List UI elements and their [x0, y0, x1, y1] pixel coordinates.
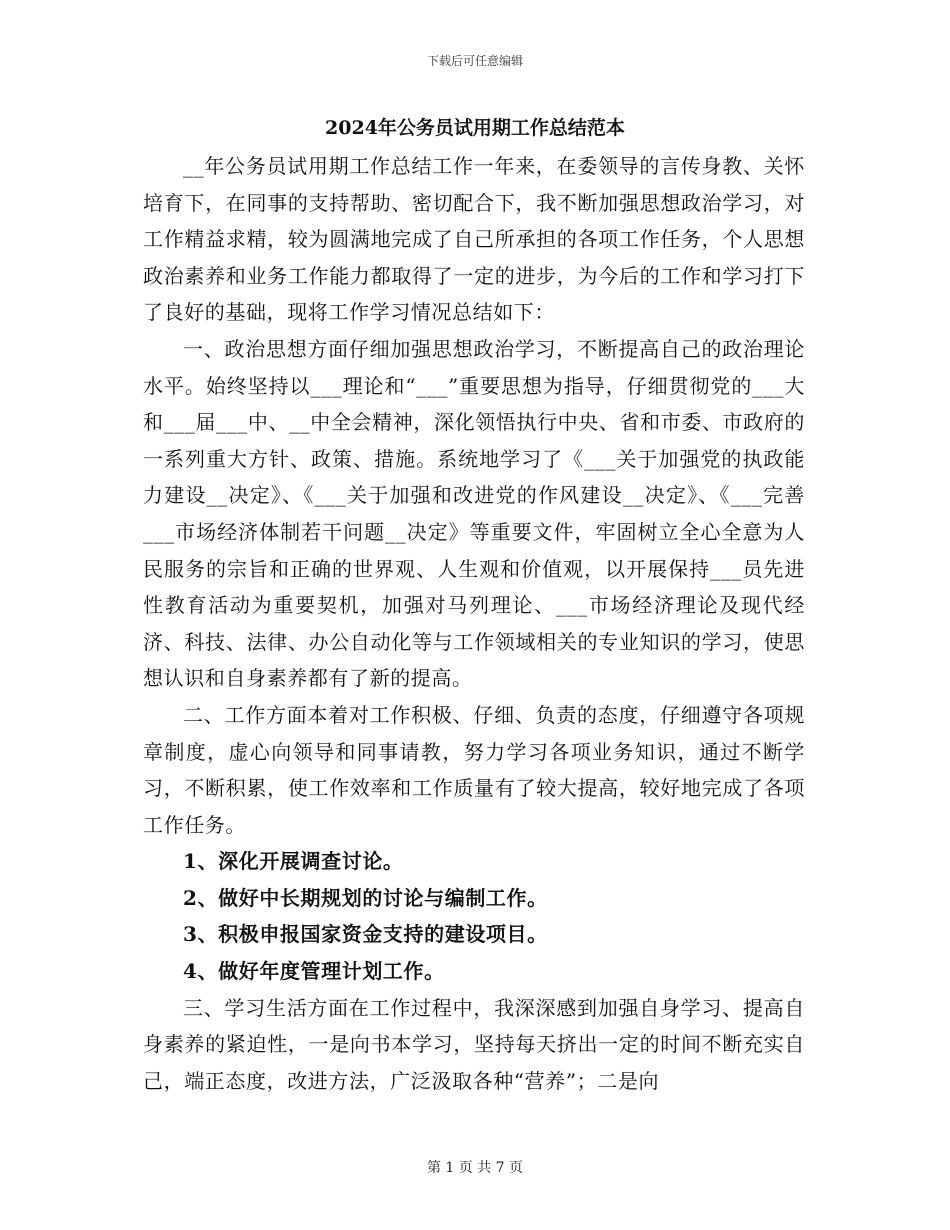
intro-paragraph: __年公务员试用期工作总结工作一年来，在委领导的言传身教、关怀培育下，在同事的支持帮助、密切配合下，我不断加强思想政治学习，对工作精益求精，较为圆满地完成了自己所承担的各项工作任务，个人思想政治素养和业务工作能力都取得了一定的进步，为今后的工作和学习打下了良好的基础，现将工作学习情况总结如下：	[143, 154, 805, 325]
document-title: 2024年公务员试用期工作总结范本	[325, 117, 625, 139]
section-study-paragraph: 三、学习生活方面在工作过程中，我深深感到加强自身学习、提高自身素养的紧迫性，一是向书本学习，坚持每天挤出一定的时间不断充实自己，端正态度，改进方法，广泛汲取各种“营养”；二是向	[143, 995, 805, 1093]
list-item-planning: 2、做好中长期规划的讨论与编制工作。	[183, 885, 548, 910]
list-item-research: 1、深化开展调查讨论。	[183, 849, 404, 874]
section-work-paragraph: 二、工作方面本着对工作积极、仔细、负责的态度，仔细遵守各项规章制度，虚心向领导和同事请教，努力学习各项业务知识，通过不断学习，不断积累，使工作效率和工作质量有了较大提高，较好地完成了各项工作任务。	[143, 702, 805, 837]
list-item-annual-plan: 4、做好年度管理计划工作。	[183, 959, 445, 984]
header-note: 下载后可任意编辑	[426, 54, 523, 68]
list-item-projects: 3、积极申报国家资金支持的建设项目。	[183, 922, 548, 947]
page-number: 第 1 页 共 7 页	[426, 1160, 524, 1176]
section-political-paragraph: 一、政治思想方面仔细加强思想政治学习，不断提高自己的政治理论水平。始终坚持以___理论和“___”重要思想为指导，仔细贯彻党的___大和___届___中、__中全会精神，深化领悟执行中央、省和市委、市政府的一系列重大方针、政策、措施。系统地学习了《___关于加强党的执政能力建设__决定》、《___关于加强和改进党的作风建设__决定》、《___完善___市场经济体制若干问题__决定》等重要文件，牢固树立全心全意为人民服务的宗旨和正确的世界观、人生观和价值观，以开展保持___员先进性教育活动为重要契机，加强对马列理论、___市场经济理论及现代经济、科技、法律、办公自动化等与工作领域相关的专业知识的学习，使思想认识和自身素养都有了新的提高。	[143, 336, 805, 691]
document-body	[143, 148, 805, 1099]
